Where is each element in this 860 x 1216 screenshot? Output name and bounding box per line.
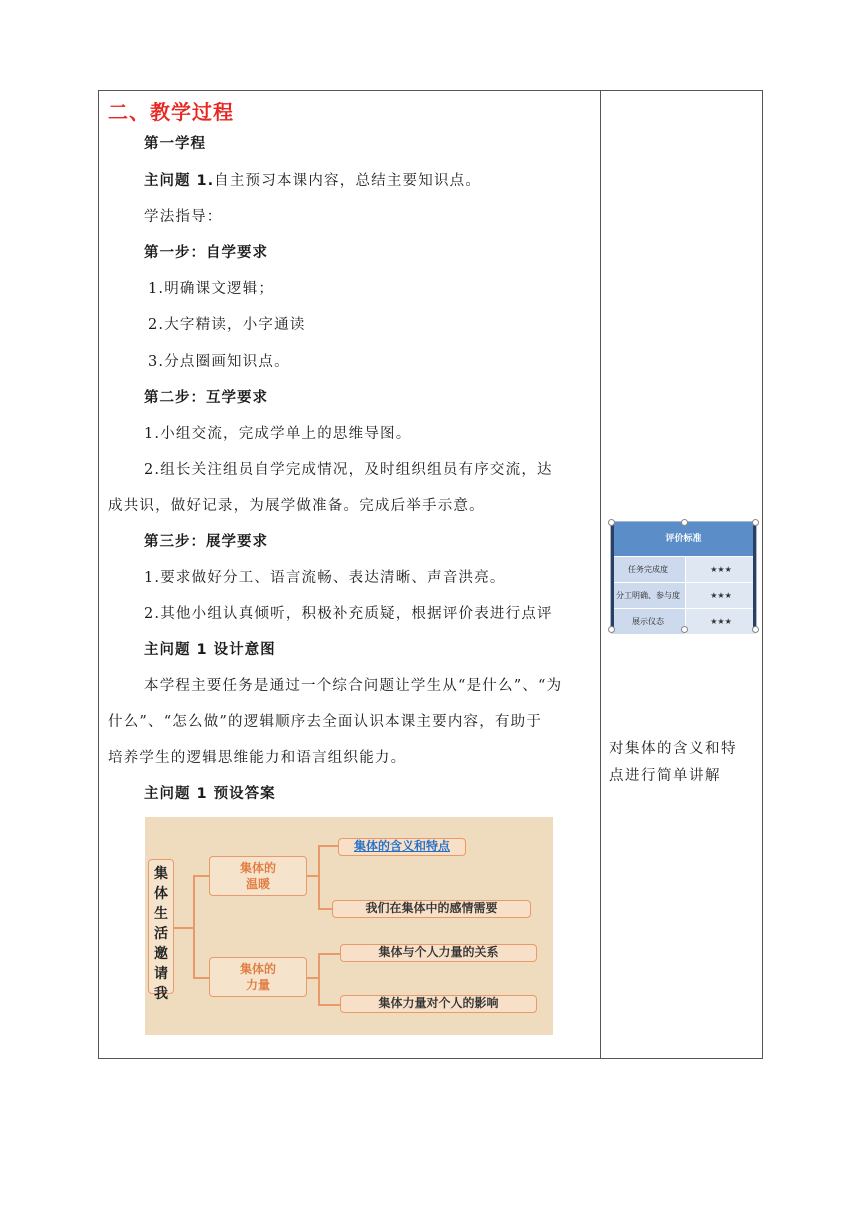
connector [193, 977, 209, 979]
step-1-item-3: 3.分点圈画知识点。 [148, 354, 290, 370]
design-intent-heading: 主问题 1 设计意图 [144, 642, 276, 658]
root-char: 我 [154, 986, 168, 1002]
step-3-item-1: 1.要求做好分工、语言流畅、表达清晰、声音洪亮。 [144, 570, 506, 586]
connector [318, 953, 340, 955]
resize-handle[interactable] [752, 626, 759, 633]
step-2-item-2-cont: 成共识，做好记录，为展学做准备。完成后举手示意。 [108, 498, 485, 514]
resize-handle[interactable] [681, 519, 688, 526]
step-2-item-1: 1.小组交流，完成学单上的思维导图。 [144, 426, 412, 442]
connector [318, 908, 332, 910]
criteria-cell: 展示仪态 [611, 609, 685, 634]
step-1-heading: 第一步：自学要求 [144, 245, 268, 261]
step-1-item-2: 2.大字精读，小字通读 [148, 317, 306, 333]
connector [318, 1004, 340, 1006]
root-char: 体 [154, 886, 168, 902]
connector [318, 953, 320, 1005]
resize-handle[interactable] [752, 519, 759, 526]
design-intent-line-3: 培养学生的逻辑思维能力和语言组织能力。 [108, 750, 407, 766]
resize-handle[interactable] [608, 626, 615, 633]
rating-cell: ★★★ [685, 609, 756, 634]
connector [318, 845, 320, 909]
leaf-relationship: 集体与个人力量的关系 [340, 944, 537, 962]
root-char: 生 [154, 906, 168, 922]
main-question-text: 自主预习本课内容，总结主要知识点。 [214, 173, 482, 189]
column-divider [600, 90, 601, 1059]
resize-handle[interactable] [608, 519, 615, 526]
branch-warmth: 集体的 温暖 [209, 856, 307, 896]
side-note: 对集体的含义和特点进行简单讲解 [609, 741, 737, 784]
leaf-meaning[interactable]: 集体的含义和特点 [338, 838, 466, 856]
root-char: 邀 [154, 946, 168, 962]
main-question-label: 主问题 1. [144, 173, 215, 189]
rating-cell: ★★★ [685, 583, 756, 608]
rating-cell: ★★★ [685, 557, 756, 582]
main-question-1 [144, 171, 481, 191]
criteria-cell: 分工明确、参与度 [611, 583, 685, 608]
connector [193, 875, 209, 877]
table-row [611, 582, 756, 608]
section-title: 二、教学过程 [108, 100, 234, 124]
step-3-heading: 第三步：展学要求 [144, 534, 268, 550]
image-edge [611, 522, 614, 632]
connector [318, 845, 338, 847]
connector [174, 927, 194, 929]
criteria-cell: 任务完成度 [611, 557, 685, 582]
root-char: 活 [154, 926, 168, 942]
step-2-heading: 第二步：互学要求 [144, 390, 268, 406]
mind-map [145, 817, 553, 1035]
design-intent-line-1: 本学程主要任务是通过一个综合问题让学生从“是什么”、“为 [144, 678, 563, 694]
heading-first-stage: 第一学程 [144, 136, 206, 152]
preset-answer-heading: 主问题 1 预设答案 [144, 786, 276, 802]
table-row [611, 556, 756, 582]
evaluation-title: 评价标准 [611, 522, 756, 556]
leaf-emotion-needs: 我们在集体中的感情需要 [332, 900, 531, 918]
method-guide: 学法指导： [144, 209, 223, 225]
branch-power: 集体的 力量 [209, 957, 307, 997]
design-intent-line-2: 什么”、“怎么做”的逻辑顺序去全面认识本课主要内容，有助于 [108, 714, 543, 730]
step-1-item-1: 1.明确课文逻辑； [148, 281, 275, 297]
image-edge [753, 522, 756, 632]
root-char: 集 [154, 866, 168, 882]
leaf-influence: 集体力量对个人的影响 [340, 995, 537, 1013]
resize-handle[interactable] [681, 626, 688, 633]
root-char: 请 [154, 966, 168, 982]
evaluation-table[interactable] [610, 521, 757, 631]
connector [193, 875, 195, 978]
step-3-item-2: 2.其他小组认真倾听，积极补充质疑，根据评价表进行点评 [144, 606, 553, 622]
step-2-item-2: 2.组长关注组员自学完成情况，及时组织组员有序交流，达 [144, 462, 553, 478]
mind-map-root [148, 859, 174, 1002]
